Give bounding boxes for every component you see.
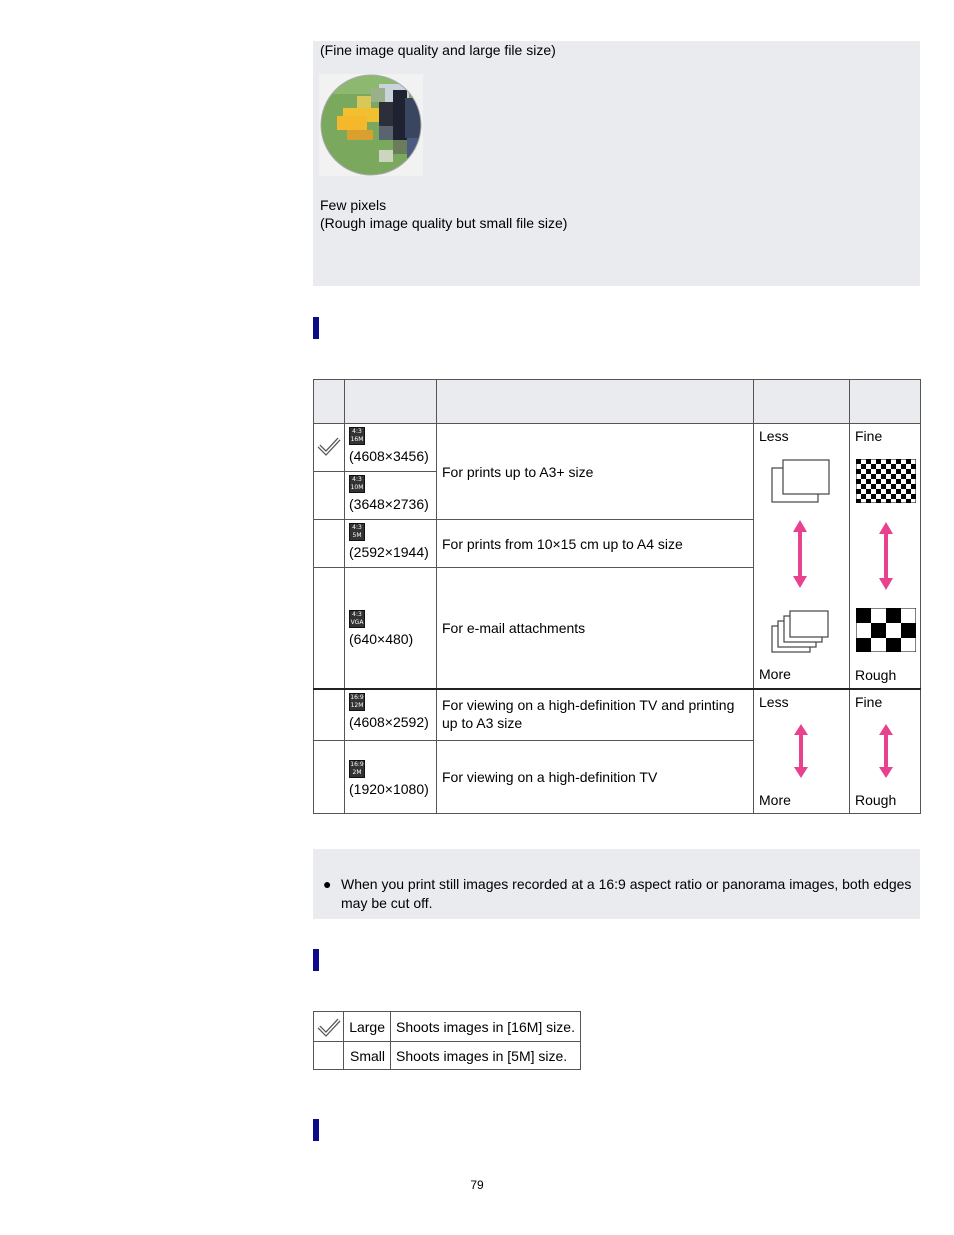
header-cell — [437, 380, 754, 424]
double-arrow-icon — [878, 522, 894, 590]
quality-scale-cell — [850, 689, 921, 814]
usage-cell: For viewing on a high-definition TV — [437, 741, 754, 814]
note-text-line2: may be cut off. — [341, 895, 433, 911]
fine-caption: (Fine image quality and large file size) — [320, 42, 556, 58]
fine-checker-icon — [856, 459, 916, 503]
size-5m-icon: 4:3 5M — [349, 523, 365, 541]
size-2m-icon: 16:9 2M — [350, 760, 364, 776]
checkmark-icon — [317, 1017, 341, 1037]
image-size-table — [313, 379, 921, 814]
rough-label: Rough — [855, 791, 897, 808]
fine-label: Fine — [855, 428, 883, 444]
page-number: 79 — [470, 1178, 484, 1192]
table-row — [314, 1042, 581, 1070]
pixelated-image-icon — [319, 74, 423, 176]
quality-scale-cell — [850, 424, 921, 689]
few-sheets-icon — [770, 458, 832, 506]
rough-caption: (Rough image quality but small file size) — [320, 215, 568, 231]
less-label: Less — [759, 428, 789, 444]
empty-cell — [314, 472, 345, 520]
prints-scale-cell — [754, 424, 850, 689]
table-row — [314, 689, 921, 741]
more-label: More — [759, 791, 791, 808]
table-row — [314, 424, 921, 472]
checkmark-icon — [317, 436, 341, 456]
many-sheets-icon — [770, 606, 832, 654]
usage-cell: For prints from 10×15 cm up to A4 size — [437, 520, 754, 568]
burst-size-table — [313, 1011, 581, 1070]
few-pixels-label: Few pixels — [320, 197, 387, 213]
option-desc: Shoots images in [5M] size. — [391, 1042, 581, 1070]
size-vga-icon: 4:3 VGA — [350, 611, 364, 627]
usage-cell: For prints up to A3+ size — [437, 424, 754, 520]
table-row — [314, 1012, 581, 1042]
section-marker — [313, 1119, 319, 1141]
size-cell — [345, 689, 437, 741]
section-marker — [313, 317, 319, 339]
usage-cell: For e-mail attachments — [437, 568, 754, 689]
option-label: Small — [344, 1042, 391, 1070]
fine-label: Fine — [855, 693, 883, 710]
size-cell — [345, 424, 437, 472]
option-label: Large — [344, 1012, 391, 1042]
table-header-row — [314, 380, 921, 424]
size-12m-icon: 16:9 12M — [350, 693, 364, 709]
size-value: (1920×1080) — [349, 780, 429, 797]
header-cell — [314, 380, 345, 424]
usage-cell: For viewing on a high-definition TV and printing up to A3 size — [437, 689, 754, 741]
size-cell — [345, 741, 437, 814]
size-value: (2592×1944) — [349, 544, 429, 560]
double-arrow-icon — [793, 724, 809, 778]
size-value: (4608×2592) — [349, 713, 429, 730]
empty-cell — [314, 520, 345, 568]
header-cell — [345, 380, 437, 424]
empty-cell — [314, 1042, 344, 1070]
default-cell — [314, 1012, 344, 1042]
prints-scale-cell — [754, 689, 850, 814]
size-value: (3648×2736) — [349, 496, 429, 512]
note-text-line1: When you print still images recorded at a 16:9 aspect ratio or panorama images, both edges — [341, 876, 912, 892]
size-16m-icon: 4:3 16M — [350, 428, 364, 443]
double-arrow-icon — [878, 724, 894, 778]
rough-label: Rough — [855, 667, 897, 683]
size-cell — [345, 472, 437, 520]
header-cell — [850, 380, 921, 424]
size-value: (640×480) — [349, 631, 414, 648]
empty-cell — [314, 741, 345, 814]
size-10m-icon: 4:3 10M — [350, 476, 364, 491]
more-label: More — [759, 666, 791, 682]
rough-checker-icon — [856, 608, 916, 652]
size-cell — [345, 520, 437, 568]
section-marker — [313, 949, 319, 971]
less-label: Less — [759, 693, 789, 710]
header-cell — [754, 380, 850, 424]
default-cell — [314, 424, 345, 472]
double-arrow-icon — [792, 520, 808, 588]
option-desc: Shoots images in [16M] size. — [391, 1012, 581, 1042]
note-bullet: ● — [323, 876, 332, 892]
size-value: (4608×3456) — [349, 448, 429, 464]
empty-cell — [314, 689, 345, 741]
size-cell — [345, 568, 437, 689]
empty-cell — [314, 568, 345, 689]
